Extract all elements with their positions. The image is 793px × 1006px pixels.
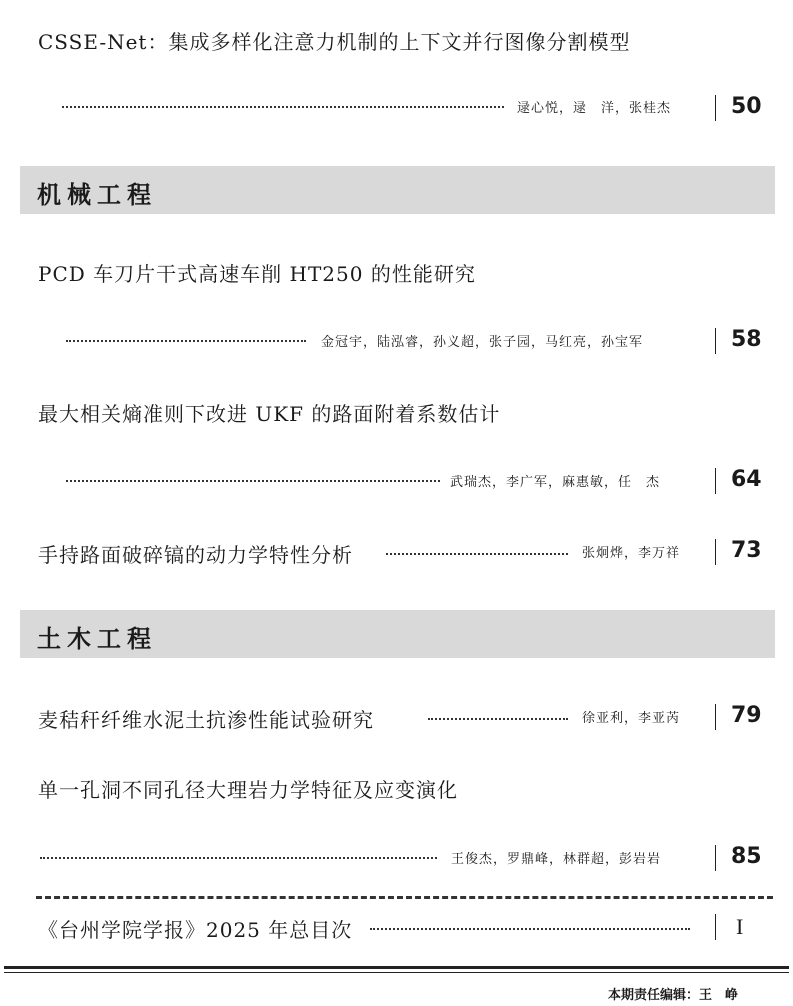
leader-dots: [386, 553, 568, 555]
page-number: 85: [731, 844, 762, 869]
page-separator: [715, 914, 716, 940]
dashed-divider: [36, 896, 773, 899]
page-number: I: [736, 914, 744, 939]
page-separator: [715, 95, 716, 121]
section-title: 土木工程: [37, 625, 157, 653]
page-separator: [715, 539, 716, 565]
page-number: 50: [731, 94, 762, 119]
entry-authors: 王俊杰，罗鼎峰，林群超，彭岩岩: [451, 852, 662, 867]
page-separator: [715, 845, 716, 871]
footer-rule-thick: [4, 966, 789, 969]
entry-title: 最大相关熵准则下改进 UKF 的路面附着系数估计: [38, 402, 501, 426]
entry-authors: 武瑞杰，李广军，麻惠敏，任 杰: [450, 475, 661, 490]
section-title: 机械工程: [37, 181, 157, 209]
entry-title: 单一孔洞不同孔径大理岩力学特征及应变演化: [38, 778, 458, 802]
leader-dots: [40, 857, 437, 859]
leader-dots: [428, 718, 568, 720]
entry-authors: 张炯烨，李万祥: [582, 546, 681, 561]
responsible-editor: 本期责任编辑：王 峥: [608, 988, 739, 1003]
page-separator: [715, 704, 716, 730]
entry-authors: 金冠宇，陆泓睿，孙义超，张子园，马红亮，孙宝军: [321, 335, 644, 350]
entry-authors: 逯心悦，逯 洋，张桂杰: [517, 101, 672, 116]
leader-dots: [370, 928, 690, 930]
entry-title: CSSE-Net：集成多样化注意力机制的上下文并行图像分割模型: [38, 30, 631, 54]
page-number: 73: [731, 538, 762, 563]
page-number: 58: [731, 327, 762, 352]
leader-dots: [66, 480, 440, 482]
page-separator: [715, 328, 716, 354]
entry-title: PCD 车刀片干式高速车削 HT250 的性能研究: [38, 262, 476, 286]
page-number: 79: [731, 703, 762, 728]
page-separator: [715, 468, 716, 494]
leader-dots: [66, 340, 306, 342]
entry-title: 手持路面破碎镐的动力学特性分析: [38, 543, 353, 567]
section-header-mechanical: [20, 166, 775, 214]
page-number: 64: [731, 467, 762, 492]
section-header-civil: [20, 610, 775, 658]
entry-title: 麦秸秆纤维水泥土抗渗性能试验研究: [38, 708, 374, 732]
entry-authors: 徐亚利，李亚芮: [582, 711, 681, 726]
footer-rule-thin: [4, 972, 789, 973]
entry-title: 《台州学院学报》2025 年总目次: [38, 918, 353, 942]
leader-dots: [62, 106, 504, 108]
